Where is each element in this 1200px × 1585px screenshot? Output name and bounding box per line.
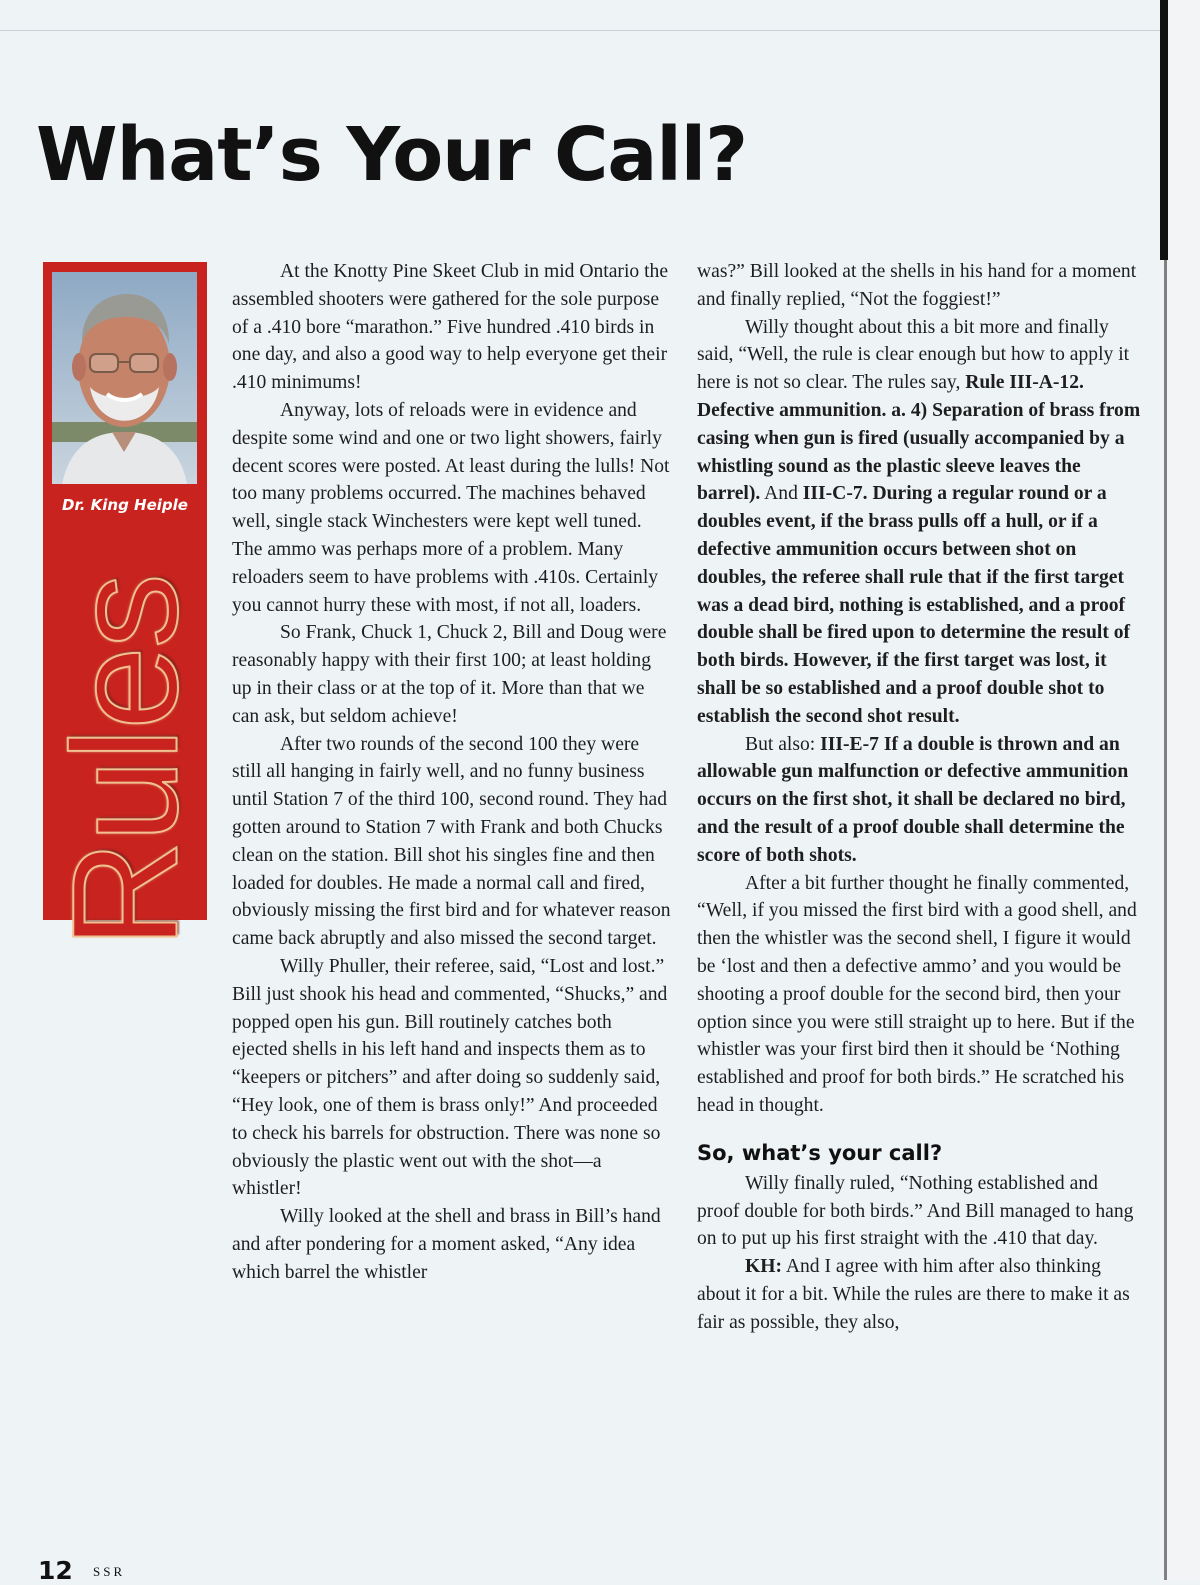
rule-quote: III-C-7. During a regular round or a doubles event, if the brass pulls off a hull, or if a defective ammunition occurs between shot on doubles, the referee shall rule that if the first target was a dead bird, nothing is established, and a proof double shall be fired upon to determine the result of both birds. However, if the first target was lost, it shall be so established and a proof double shot to establish the second shot result.	[697, 483, 1131, 727]
paragraph: Anyway, lots of reloads were in evidence and despite some wind and one or two light showers, fairly decent scores were posted. At least during the lulls! Not too many problems occurred. The machines behaved well, single stack Winchesters were kept well tuned. The ammo was perhaps more of a problem. Many reloaders seem to have problems with .410s. Certainly you cannot hurry these with most, if not all, loaders.	[232, 399, 670, 616]
paragraph	[697, 1253, 1142, 1336]
binding-edge-line	[1164, 260, 1167, 1580]
paragraph: was?” Bill looked at the shells in his hand for a moment and finally replied, “Not the foggiest!”	[697, 261, 1137, 310]
paragraph: Willy Phuller, their referee, said, “Lost and lost.” Bill just shook his head and commented, “Shucks,” and popped open his gun. Bill routinely catches both ejected shells in his left hand and inspects them as to “keepers or pitchers” and after doing so suddenly said, “Hey look, one of them is brass only!” And proceeded to check his barrels for obstruction. There was none so obviously the plastic went out with the shot—a whistler!	[232, 955, 668, 1200]
paragraph-text: And	[760, 483, 803, 505]
rule-quote: Rule III-A-12. Defective ammunition. a. 4) Separation of brass from casing when gun is fired (usually accompanied by a whistling sound as the plastic sleeve leaves the barrel).	[697, 372, 1141, 505]
author-sidebar	[40, 262, 209, 949]
paragraph: Willy finally ruled, “Nothing established and proof double for both birds.” And Bill managed to hang on to put up his first straight with the .410 that day.	[697, 1172, 1134, 1250]
binding-edge	[1160, 0, 1168, 260]
column-1	[232, 258, 672, 1286]
paragraph: Willy looked at the shell and brass in Bill’s hand and after pondering for a moment asked, “Any idea which barrel the whistler	[232, 1206, 661, 1283]
paragraph: At the Knotty Pine Skeet Club in mid Ontario the assembled shooters were gathered for the sole purpose of a .410 bore “marathon.” Five hundred .410 birds in one day, and also a good way to help everyone get their .410 minimums!	[232, 261, 669, 394]
author-portrait-image	[52, 272, 197, 484]
paragraph: After a bit further thought he finally commented, “Well, if you missed the first bird with a good shell, and then the whistler was the second shell, I figure it would be ‘lost and then a defective ammo’ and you would be shooting a proof double for the second bird, then your option since you were still straight up to here. But if the whistler was your first bird then it should be ‘Nothing established and proof for both birds.” He scratched his head in thought.	[697, 872, 1137, 1116]
paragraph: After two rounds of the second 100 they were still all hanging in fairly well, and no funny business until Station 7 of the third 100, second round. They had gotten around to Station 7 with Frank and both Chucks clean on the station. Bill shot his singles fine and then loaded for doubles. He made a normal call and fired, obviously missing the first bird and for whatever reason came back abruptly and also missed the second target.	[232, 733, 671, 950]
column-2	[697, 258, 1142, 1336]
author-initials: KH:	[745, 1256, 783, 1278]
article-title: What’s Your Call?	[36, 112, 748, 198]
paragraph-text: And I agree with him after also thinking about it for a bit. While the rules are there to make it as fair as possible, they also,	[697, 1256, 1130, 1333]
page-number: 12	[38, 1556, 73, 1585]
paragraph	[697, 314, 1142, 731]
section-subhead: So, what’s your call?	[697, 1140, 943, 1165]
top-rule	[0, 30, 1160, 31]
author-caption: Dr. King Heiple	[62, 496, 188, 514]
rule-quote: III-E-7 If a double is thrown and an allowable gun malfunction or defective ammunition occurs on the first shot, it shall be declared no bird, and the result of a proof double shall determine the score of both shots.	[697, 733, 1129, 866]
section-label: Rules	[40, 575, 209, 949]
paragraph-text: Willy thought about this a bit more and finally said, “Well, the rule is clear enough but how to apply it here is not so clear. The rules say,	[697, 316, 1130, 394]
author-photo	[52, 272, 197, 484]
paragraph-text: But also:	[745, 733, 821, 755]
paragraph	[697, 731, 1142, 870]
paragraph: So Frank, Chuck 1, Chuck 2, Bill and Doug were reasonably happy with their first 100; at least holding up in their class or at the top of it. More than that we can ask, but seldom achieve!	[232, 622, 667, 727]
publication-mark: SSR	[93, 1564, 126, 1579]
